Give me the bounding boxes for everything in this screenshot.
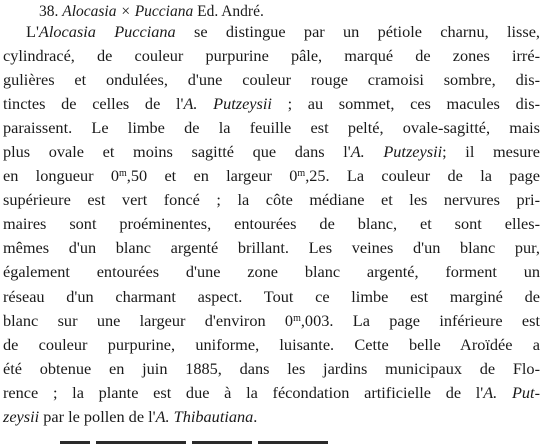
entry-author: Ed. André.	[197, 3, 264, 20]
body-line-7: en longueur 0$^m$,50 et en largeur 0$^m$,25. La couleur de la page	[3, 166, 540, 185]
entry-number: 38.	[39, 3, 59, 20]
body-line-9: maires sont proéminentes, entourées de blanc, et sont elles-	[3, 214, 540, 233]
body-line-4: tinctes de celles de l'A. Putzeysii ; au sommet, ces macules dis-	[3, 94, 540, 113]
body-line-10: mêmes d'un blanc argenté brillant. Les veines d'un blanc pur,	[3, 238, 540, 257]
body-line-16: rence ; la plante est due à la fécondation artificielle de l'A. Put-	[3, 383, 540, 402]
body-line-15: été obtenue en juin 1885, dans les jardins municipaux de Flo-	[3, 359, 540, 378]
body-line-14: de couleur purpurine, uniforme, luisante. Cette belle Aroïdée a	[3, 335, 540, 354]
body-line-8: supérieure est vert foncé ; la côte médiane et les nervures pri-	[3, 190, 540, 209]
body-line-5: paraissent. Le limbe de la feuille est pelté, ovale-sagitté, mais	[3, 118, 540, 137]
body-line-1: L'Alocasia Pucciana se distingue par un pétiole charnu, lisse,	[26, 22, 540, 41]
body-line-3: gulières et ondulées, d'une couleur rouge cramoisi sombre, dis-	[3, 70, 540, 89]
body-line-17: zeysii par le pollen de l'A. Thibautiana.	[3, 407, 258, 426]
body-line-6: plus ovale et moins sagitté que dans l'A. Putzeysii; il mesure	[3, 142, 540, 161]
cropped-next-line	[60, 436, 340, 444]
body-line-2: cylindracé, de couleur purpurine pâle, marqué de zones irré-	[3, 46, 540, 65]
entry-heading	[39, 2, 264, 22]
body-line-11: également entourées d'une zone blanc argenté, forment un	[3, 262, 540, 281]
entry-species-name: Alocasia × Pucciana	[62, 3, 194, 20]
body-line-12: réseau d'un charmant aspect. Tout ce limbe est marginé de	[3, 287, 540, 306]
body-line-13: blanc sur une largeur d'environ 0$^m$,003. La page inférieure est	[3, 311, 541, 330]
